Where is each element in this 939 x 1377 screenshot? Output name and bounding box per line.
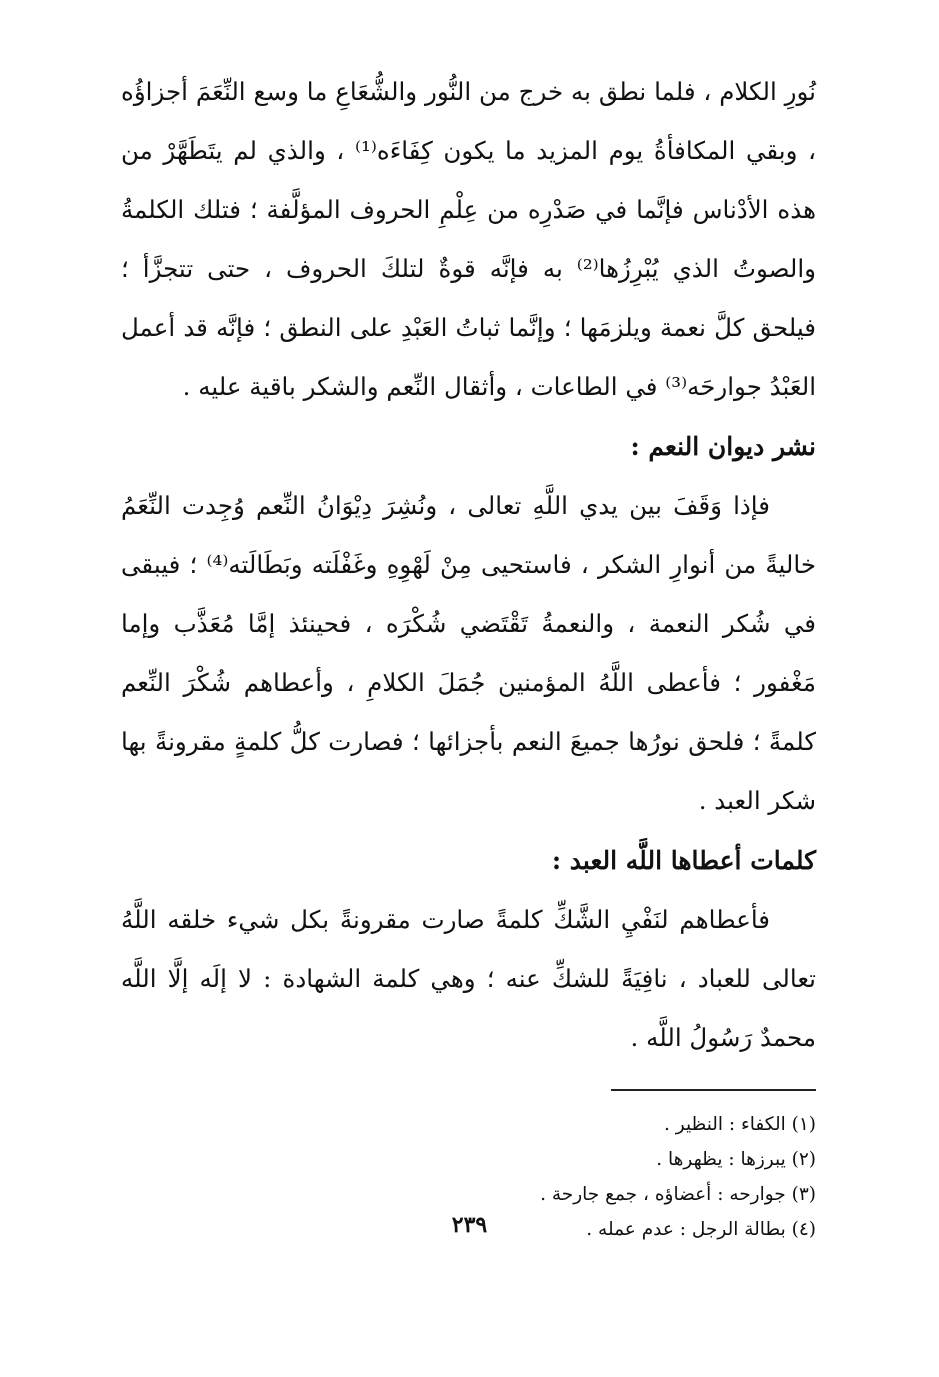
footnote-4: (٤) بطالة الرجل : عدم عمله . xyxy=(586,1219,816,1240)
footnote-1: (١) الكفاء : النظير . xyxy=(663,1114,816,1135)
paragraph-opening: نُورِ الكلام ، فلما نطق به خرج من النُّور والشُّعَاعِ ما وسع النِّعَمَ أجزاؤُه ، وبقي المكافأةُ يوم المزيد ما يكون كِفَاءَه⁽¹⁾ ، والذي لم يتَطَهَّرْ من هذه الأدْناس فإنَّما في صَدْرِه من عِلْمِ الحروف المؤلَّفة ؛ فتلك الكلمةُ والصوتُ الذي يُبْرِزُها⁽²⁾ به فإنَّه قوةٌ لتلكَ الحروف ، حتى تتجزَّأ ؛ فيلحق كلَّ نعمة ويلزمَها ؛ وإنَّما ثباتُ العَبْدِ على النطق ؛ فإنَّه قد أعمل العَبْدُ جوارحَه⁽³⁾ في الطاعات ، وأثقال النِّعم والشكر باقية عليه . xyxy=(121,77,817,401)
paragraph-blessings-record: فإذا وَقَفَ بين يدي اللَّهِ تعالى ، ونُشِرَ دِيْوَانُ النِّعم وُجِدت النِّعَمُ خاليةً من أنوارِ الشكر ، فاستحيى مِنْ لَهْوِهِ وغَفْلَته وبَطَالَته⁽⁴⁾ ؛ فيبقى في شُكر النعمة ، والنعمةُ تَقْتَضي شُكْرَه ، فحينئذ إمَّا مُعَذَّب وإما مَغْفور ؛ فأعطى اللَّهُ المؤمنين جُمَلَ الكلامِ ، وأعطاهم شُكْرَ النِّعم كلمةً ؛ فلحق نورُها جميعَ النعم بأجزائها ؛ فصارت كلُّ كلمةٍ مقرونةً بها شكر العبد . xyxy=(121,491,816,815)
section-heading-words-given: كلمات أعطاها اللَّه العبد : xyxy=(551,846,816,875)
page-number: ٢٣٩ xyxy=(451,1212,488,1238)
footnote-3: (٣) جوارحه : أعضاؤه ، جمع جارحة . xyxy=(540,1184,816,1205)
paragraph-words-given: فأعطاهم لنَفْيِ الشَّكِّ كلمةً صارت مقرونةً بكل شيء خلقه اللَّهُ تعالى للعباد ، نافِيَةً للشكِّ عنه ؛ وهي كلمة الشهادة : لا إلَه إلَّا اللَّه محمدٌ رَسُولُ اللَّه . xyxy=(121,905,816,1052)
book-page xyxy=(121,62,816,1362)
section-heading-blessings-record: نشر ديوان النعم : xyxy=(630,432,816,461)
footnote-2: (٢) يبرزها : يظهرها . xyxy=(656,1149,816,1170)
footnote-divider xyxy=(611,1089,816,1091)
